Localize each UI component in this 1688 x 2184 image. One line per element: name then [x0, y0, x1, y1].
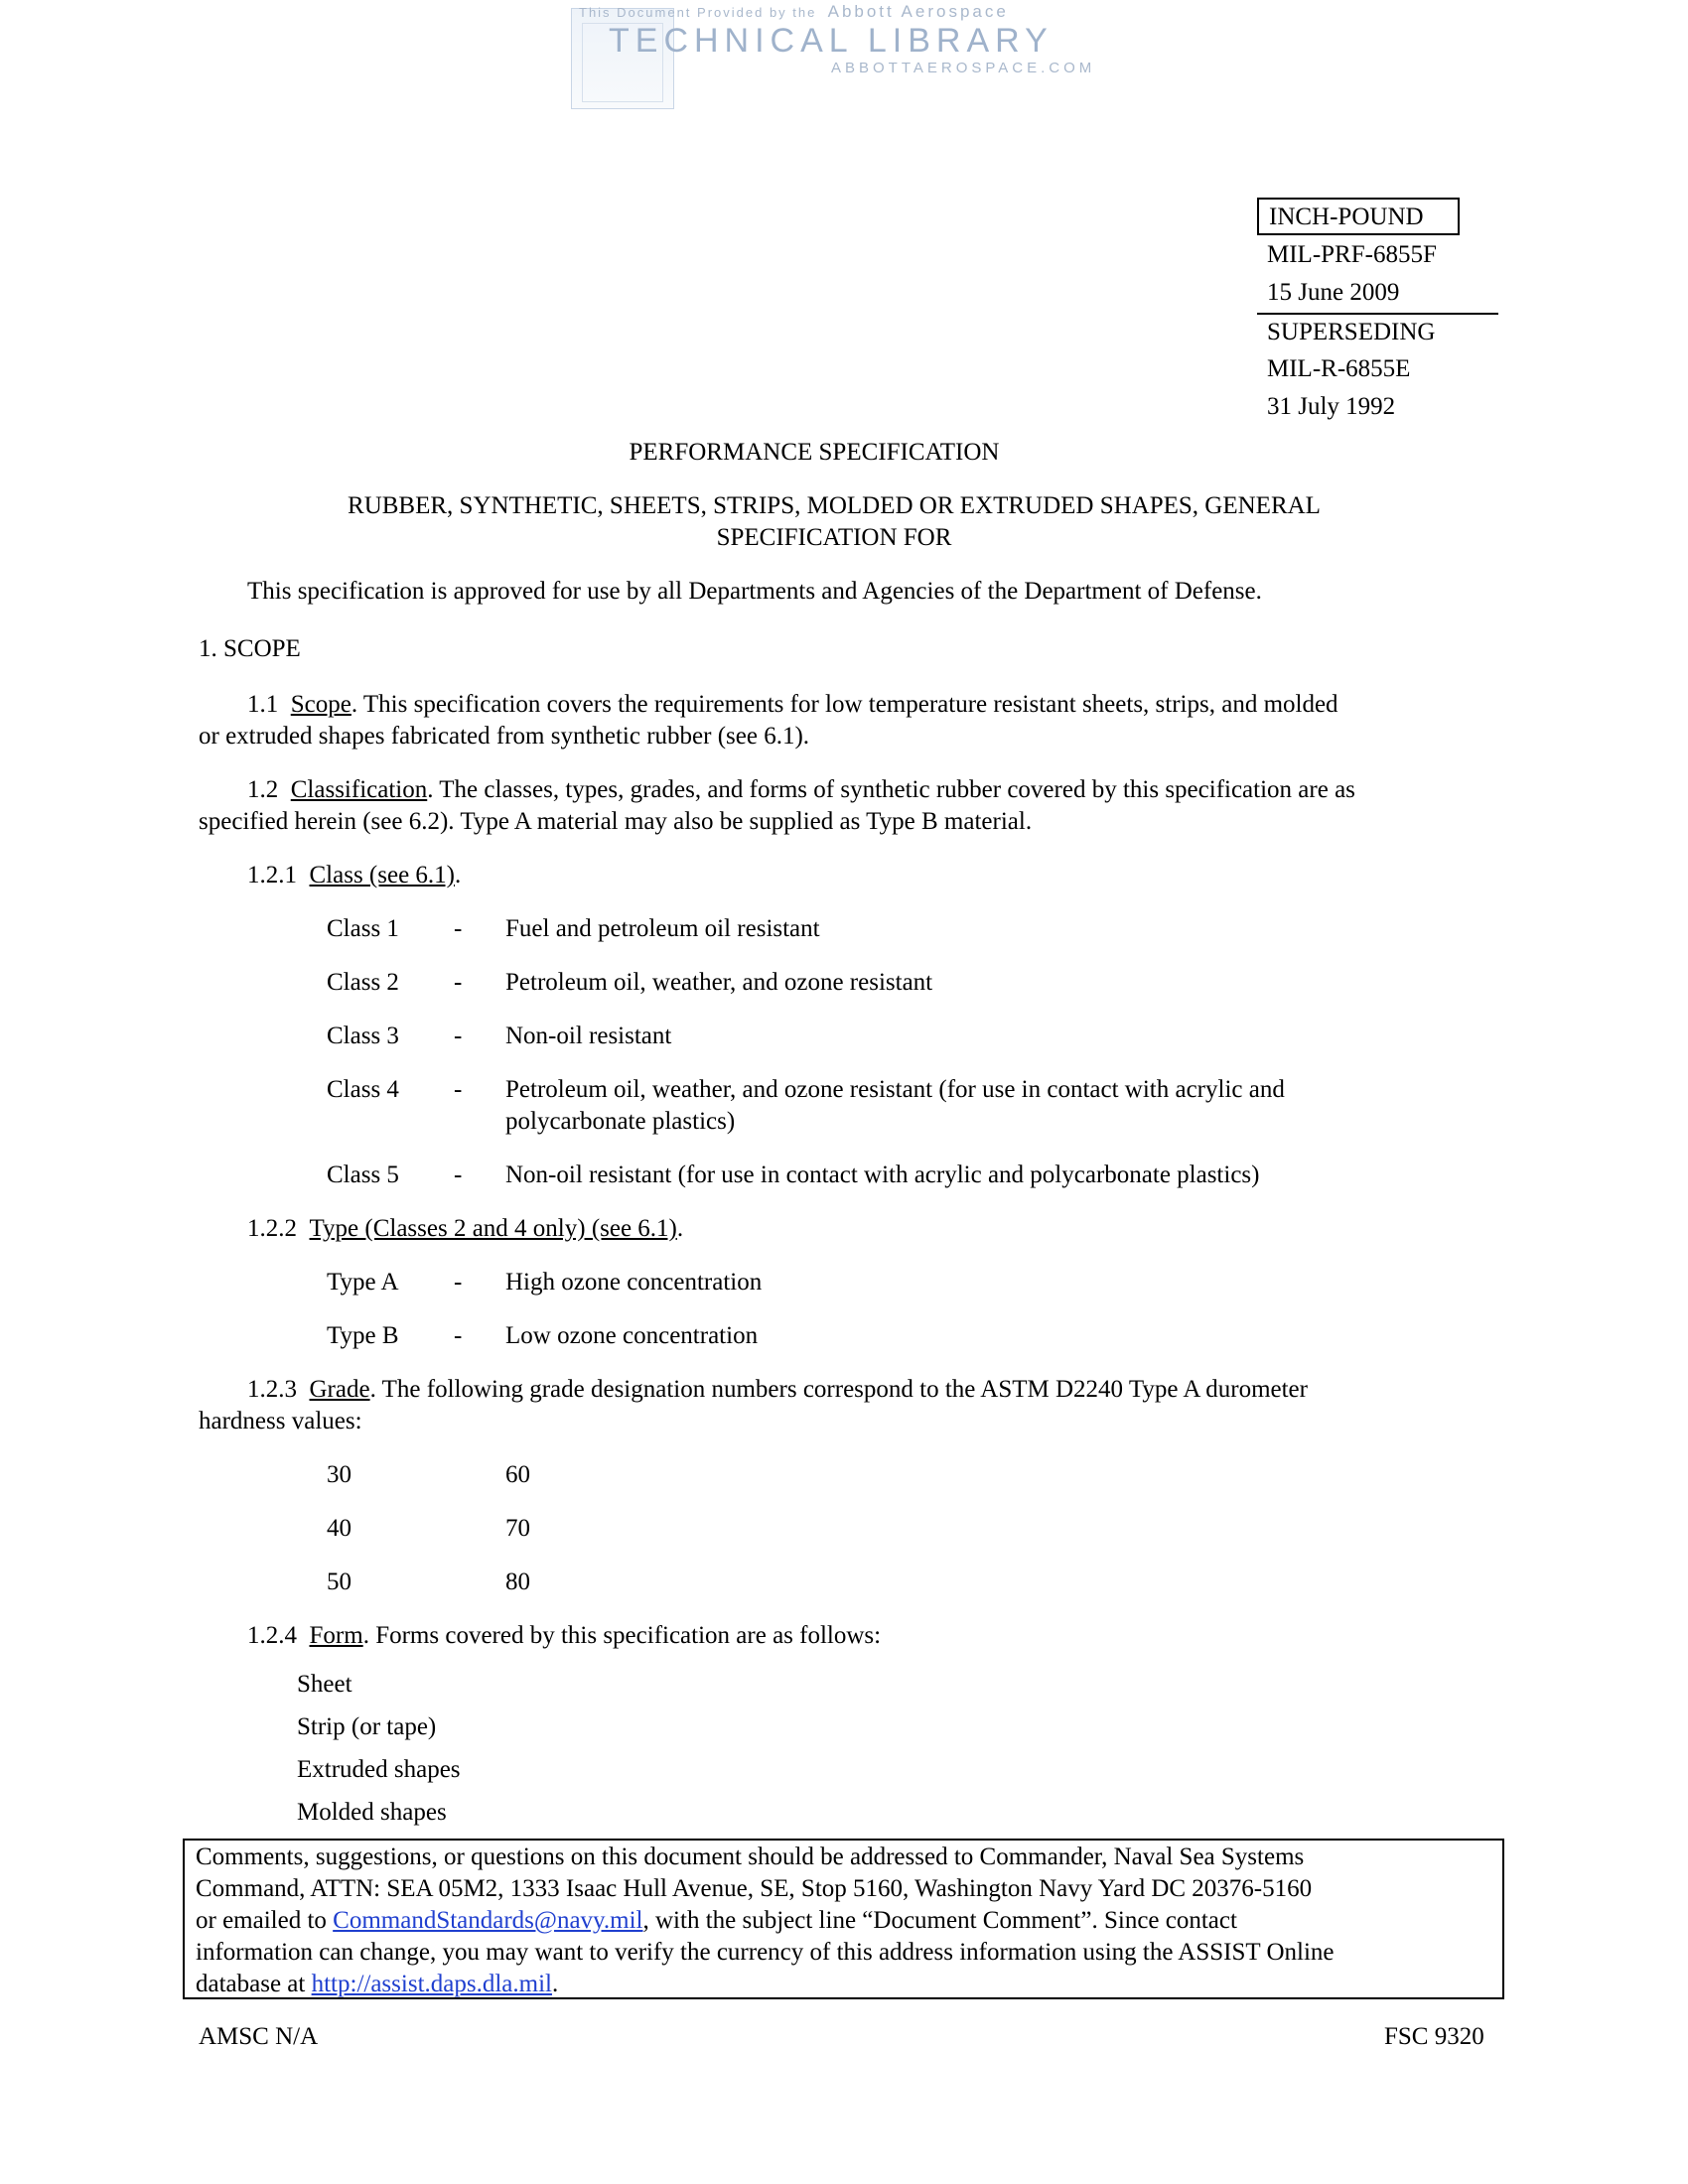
grade-value: 60 [505, 1461, 530, 1488]
para-1-2-3-title: Grade [309, 1376, 370, 1403]
class-name: Class 2 [327, 969, 399, 996]
para-1-1-line1: 1.1 Scope. This specification covers the requirements for low temperature resistant sheets, strips, and molded [247, 691, 1338, 718]
contact-line1: Comments, suggestions, or questions on this document should be addressed to Commander, Naval Sea Systems [196, 1843, 1305, 1870]
type-name: Type A [327, 1269, 399, 1296]
grade-value: 50 [327, 1569, 352, 1595]
class-name: Class 3 [327, 1023, 399, 1049]
spec-type-heading: PERFORMANCE SPECIFICATION [629, 439, 1000, 466]
para-1-2-4-title: Form [309, 1622, 363, 1649]
grade-value: 80 [505, 1569, 530, 1595]
watermark-provided-by: This Document Provided by the Abbott Aerospace [579, 2, 1009, 21]
type-dash: - [454, 1269, 463, 1296]
class-dash: - [454, 969, 463, 996]
para-1-2-line1: 1.2 Classification. The classes, types, grades, and forms of synthetic rubber covered by this specification are as [247, 776, 1355, 803]
assist-url-link[interactable]: http://assist.daps.dla.mil [311, 1971, 552, 1997]
para-1-2-3-line1: 1.2.3 Grade. The following grade designation numbers correspond to the ASTM D2240 Type A durometer [247, 1376, 1308, 1403]
grade-value: 40 [327, 1515, 352, 1542]
class-desc-cont: polycarbonate plastics) [505, 1108, 736, 1135]
email-link[interactable]: CommandStandards@navy.mil [333, 1907, 643, 1934]
technical-library-watermark [571, 2, 1096, 109]
watermark-title: TECHNICAL LIBRARY [609, 22, 1054, 60]
doc-date: 15 June 2009 [1267, 279, 1400, 306]
para-1-2-title: Classification [290, 776, 428, 803]
superseded-number: MIL-R-6855E [1267, 355, 1411, 382]
class-dash: - [454, 1076, 463, 1103]
superseded-date: 31 July 1992 [1267, 393, 1396, 420]
para-1-2-2: 1.2.2 Type (Classes 2 and 4 only) (see 6.1). [247, 1215, 684, 1242]
para-1-2-4: 1.2.4 Form. Forms covered by this specification are as follows: [247, 1622, 882, 1649]
class-name: Class 1 [327, 915, 399, 942]
contact-line2: Command, ATTN: SEA 05M2, 1333 Isaac Hull Avenue, SE, Stop 5160, Washington Navy Yard DC 20376-5160 [196, 1875, 1313, 1902]
type-desc: High ozone concentration [505, 1269, 763, 1296]
contact-line3: or emailed to CommandStandards@navy.mil, with the subject line “Document Comment”. Since contact [196, 1907, 1237, 1934]
spec-title-line1: RUBBER, SYNTHETIC, SHEETS, STRIPS, MOLDED OR EXTRUDED SHAPES, GENERAL [348, 492, 1321, 519]
section-heading-scope: 1. SCOPE [199, 635, 301, 662]
class-desc: Petroleum oil, weather, and ozone resistant [505, 969, 933, 996]
grade-value: 30 [327, 1461, 352, 1488]
spec-title-line2: SPECIFICATION FOR [716, 524, 952, 551]
para-1-2-1-title: Class (see 6.1) [309, 862, 455, 888]
class-desc: Fuel and petroleum oil resistant [505, 915, 820, 942]
para-1-1-line2: or extruded shapes fabricated from synthetic rubber (see 6.1). [199, 723, 810, 750]
form-item: Extruded shapes [297, 1756, 461, 1783]
form-item: Molded shapes [297, 1799, 447, 1826]
type-dash: - [454, 1322, 463, 1349]
class-desc: Petroleum oil, weather, and ozone resistant (for use in contact with acrylic and [505, 1076, 1285, 1103]
para-1-2-line2: specified herein (see 6.2). Type A material may also be supplied as Type B material. [199, 808, 1033, 835]
form-item: Sheet [297, 1671, 352, 1698]
class-desc: Non-oil resistant (for use in contact with acrylic and polycarbonate plastics) [505, 1161, 1260, 1188]
class-dash: - [454, 915, 463, 942]
form-item: Strip (or tape) [297, 1713, 437, 1740]
class-desc: Non-oil resistant [505, 1023, 672, 1049]
grade-value: 70 [505, 1515, 530, 1542]
inch-pound-box: INCH-POUND [1257, 198, 1460, 235]
doc-number: MIL-PRF-6855F [1267, 241, 1437, 268]
comments-contact-box [183, 1839, 1504, 1999]
class-name: Class 5 [327, 1161, 399, 1188]
watermark-url: ABBOTTAEROSPACE.COM [831, 60, 1096, 76]
superseding-label: SUPERSEDING [1267, 319, 1436, 345]
contact-line5: database at http://assist.daps.dla.mil. [196, 1971, 559, 1997]
class-dash: - [454, 1161, 463, 1188]
fsc-code: FSC 9320 [1384, 2023, 1484, 2050]
type-desc: Low ozone concentration [505, 1322, 759, 1349]
para-1-2-2-title: Type (Classes 2 and 4 only) (see 6.1) [309, 1215, 677, 1242]
amsc-code: AMSC N/A [199, 2023, 319, 2050]
para-1-2-1: 1.2.1 Class (see 6.1). [247, 862, 462, 888]
contact-line4: information can change, you may want to verify the currency of this address information using the ASSIST Online [196, 1939, 1335, 1966]
class-name: Class 4 [327, 1076, 399, 1103]
approval-statement: This specification is approved for use by all Departments and Agencies of the Department of Defense. [247, 578, 1262, 605]
designation-divider [1257, 313, 1498, 315]
para-1-2-3-line2: hardness values: [199, 1408, 362, 1434]
class-dash: - [454, 1023, 463, 1049]
para-1-1-title: Scope [290, 691, 352, 718]
type-name: Type B [327, 1322, 399, 1349]
